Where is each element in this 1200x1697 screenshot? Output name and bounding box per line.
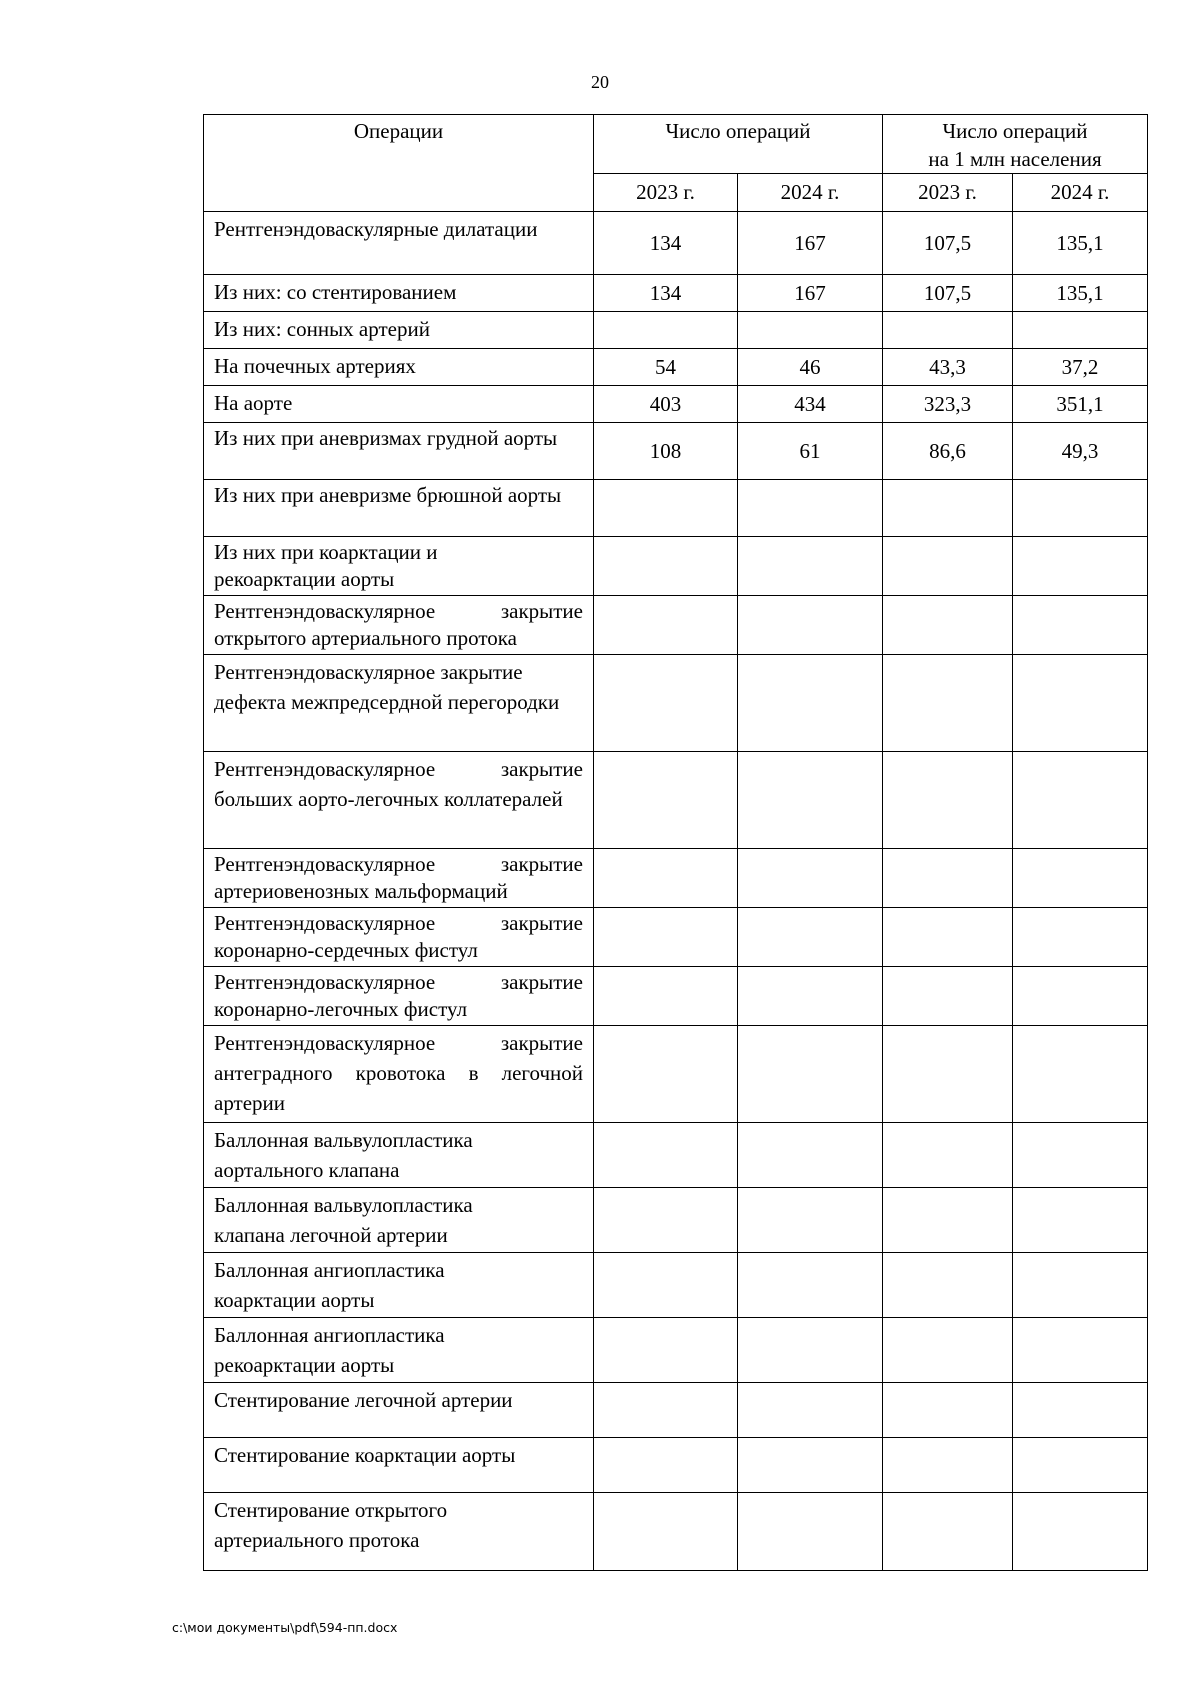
- cell-count-2024: [738, 1383, 883, 1438]
- cell-count-2023: 134: [594, 212, 738, 275]
- cell-per-million-2024: [1013, 849, 1148, 908]
- cell-count-2023: [594, 1026, 738, 1123]
- cell-per-million-2024: 37,2: [1013, 349, 1148, 386]
- header-per-million: [883, 115, 1148, 174]
- cell-count-2023: [594, 1493, 738, 1571]
- cell-count-2023: [594, 1318, 738, 1383]
- cell-count-2024: [738, 596, 883, 655]
- cell-count-2023: [594, 655, 738, 752]
- cell-per-million-2023: 86,6: [883, 423, 1013, 480]
- cell-per-million-2024: [1013, 1253, 1148, 1318]
- row-name: Баллонная вальвулопластика клапана легочной артерии: [204, 1188, 594, 1253]
- cell-count-2024: [738, 1026, 883, 1123]
- cell-per-million-2023: 107,5: [883, 212, 1013, 275]
- table-row: [204, 1188, 1148, 1253]
- cell-count-2024: 46: [738, 349, 883, 386]
- cell-per-million-2023: 43,3: [883, 349, 1013, 386]
- cell-per-million-2023: [883, 908, 1013, 967]
- cell-per-million-2024: 135,1: [1013, 212, 1148, 275]
- cell-count-2023: [594, 596, 738, 655]
- cell-count-2024: [738, 1188, 883, 1253]
- table-row: [204, 908, 1148, 967]
- table-row: [204, 312, 1148, 349]
- cell-count-2024: [738, 1438, 883, 1493]
- row-name: Баллонная ангиопластика коарктации аорты: [204, 1253, 594, 1318]
- cell-per-million-2023: [883, 312, 1013, 349]
- cell-count-2023: [594, 1123, 738, 1188]
- cell-count-2023: [594, 752, 738, 849]
- cell-per-million-2023: [883, 1123, 1013, 1188]
- cell-per-million-2023: [883, 1318, 1013, 1383]
- file-path-footer: c:\мои документы\pdf\594-пп.docx: [172, 1620, 398, 1635]
- cell-count-2023: [594, 1188, 738, 1253]
- cell-per-million-2024: [1013, 312, 1148, 349]
- cell-per-million-2023: [883, 1253, 1013, 1318]
- cell-count-2023: [594, 537, 738, 596]
- table-row: [204, 1253, 1148, 1318]
- cell-count-2024: [738, 1253, 883, 1318]
- table-row: [204, 1438, 1148, 1493]
- cell-count-2023: [594, 1253, 738, 1318]
- table-row: [204, 596, 1148, 655]
- page-number: 20: [591, 72, 609, 92]
- header-year: 2024 г.: [1013, 174, 1148, 212]
- cell-count-2023: 108: [594, 423, 738, 480]
- row-name: Рентгенэндоваскулярное закрытие артериовенозных мальформаций: [204, 849, 594, 908]
- cell-count-2024: [738, 752, 883, 849]
- table-row: [204, 1493, 1148, 1571]
- row-name: Стентирование открытого артериального протока: [204, 1493, 594, 1571]
- table-row: [204, 849, 1148, 908]
- cell-count-2024: 61: [738, 423, 883, 480]
- cell-per-million-2024: [1013, 752, 1148, 849]
- header-per-million-line2: на 1 млн населения: [928, 147, 1102, 171]
- cell-count-2023: 134: [594, 275, 738, 312]
- cell-per-million-2023: [883, 1026, 1013, 1123]
- header-year: 2023 г.: [594, 174, 738, 212]
- header-operations: Операции: [204, 115, 594, 212]
- cell-count-2023: [594, 312, 738, 349]
- header-year: 2023 г.: [883, 174, 1013, 212]
- cell-count-2023: [594, 849, 738, 908]
- table-row: [204, 275, 1148, 312]
- cell-count-2023: 403: [594, 386, 738, 423]
- cell-per-million-2023: [883, 849, 1013, 908]
- row-name: Рентгенэндоваскулярное закрытие дефекта межпредсердной перегородки: [204, 655, 594, 752]
- row-name: На почечных артериях: [204, 349, 594, 386]
- table-row: [204, 1383, 1148, 1438]
- cell-count-2024: [738, 1123, 883, 1188]
- table-row: [204, 1123, 1148, 1188]
- cell-per-million-2024: [1013, 655, 1148, 752]
- cell-per-million-2024: [1013, 596, 1148, 655]
- row-name: Рентгенэндоваскулярные дилатации: [204, 212, 594, 275]
- cell-per-million-2024: 351,1: [1013, 386, 1148, 423]
- cell-count-2023: [594, 480, 738, 537]
- cell-count-2024: 167: [738, 212, 883, 275]
- row-name: Рентгенэндоваскулярное закрытие антеградного кровотока в легочной артерии: [204, 1026, 594, 1123]
- row-name: Рентгенэндоваскулярное закрытие открытого артериального протока: [204, 596, 594, 655]
- cell-per-million-2023: [883, 537, 1013, 596]
- row-name: Из них при коарктации и рекоарктации аорты: [204, 537, 594, 596]
- cell-per-million-2023: [883, 1438, 1013, 1493]
- cell-per-million-2024: [1013, 1188, 1148, 1253]
- cell-per-million-2024: 135,1: [1013, 275, 1148, 312]
- row-name: Рентгенэндоваскулярное закрытие больших аорто-легочных коллатералей: [204, 752, 594, 849]
- header-count: Число операций: [594, 115, 883, 174]
- cell-per-million-2024: [1013, 537, 1148, 596]
- cell-per-million-2024: [1013, 967, 1148, 1026]
- cell-count-2024: [738, 849, 883, 908]
- table-row: [204, 967, 1148, 1026]
- cell-per-million-2023: [883, 1188, 1013, 1253]
- cell-count-2023: [594, 908, 738, 967]
- cell-count-2024: [738, 1318, 883, 1383]
- row-name: Из них: сонных артерий: [204, 312, 594, 349]
- row-name: Из них: со стентированием: [204, 275, 594, 312]
- cell-per-million-2024: [1013, 1493, 1148, 1571]
- cell-count-2023: [594, 1383, 738, 1438]
- cell-per-million-2023: [883, 752, 1013, 849]
- header-year: 2024 г.: [738, 174, 883, 212]
- cell-per-million-2024: 49,3: [1013, 423, 1148, 480]
- cell-per-million-2024: [1013, 1383, 1148, 1438]
- cell-per-million-2023: [883, 655, 1013, 752]
- table-row: [204, 752, 1148, 849]
- cell-count-2024: [738, 655, 883, 752]
- cell-per-million-2023: [883, 967, 1013, 1026]
- cell-count-2024: 434: [738, 386, 883, 423]
- table-row: [204, 349, 1148, 386]
- cell-count-2024: [738, 312, 883, 349]
- row-name: Стентирование легочной артерии: [204, 1383, 594, 1438]
- cell-count-2024: [738, 480, 883, 537]
- header-per-million-line1: Число операций: [942, 119, 1088, 143]
- cell-count-2024: [738, 1493, 883, 1571]
- row-name: Из них при аневризме брюшной аорты: [204, 480, 594, 537]
- operations-table: [203, 114, 1148, 1571]
- cell-per-million-2023: [883, 1493, 1013, 1571]
- cell-count-2024: [738, 908, 883, 967]
- cell-per-million-2024: [1013, 908, 1148, 967]
- row-name: Стентирование коарктации аорты: [204, 1438, 594, 1493]
- row-name: Баллонная вальвулопластика аортального клапана: [204, 1123, 594, 1188]
- table-row: [204, 537, 1148, 596]
- cell-count-2024: 167: [738, 275, 883, 312]
- cell-per-million-2024: [1013, 1123, 1148, 1188]
- row-name: Рентгенэндоваскулярное закрытие коронарно-легочных фистул: [204, 967, 594, 1026]
- row-name: Баллонная ангиопластика рекоарктации аорты: [204, 1318, 594, 1383]
- cell-per-million-2023: 323,3: [883, 386, 1013, 423]
- cell-per-million-2023: [883, 1383, 1013, 1438]
- table-row: [204, 423, 1148, 480]
- table-row: [204, 386, 1148, 423]
- table-row: [204, 655, 1148, 752]
- cell-count-2024: [738, 537, 883, 596]
- table-row: [204, 212, 1148, 275]
- table-row: [204, 1318, 1148, 1383]
- cell-count-2023: [594, 967, 738, 1026]
- cell-per-million-2023: [883, 480, 1013, 537]
- cell-per-million-2024: [1013, 1318, 1148, 1383]
- cell-per-million-2024: [1013, 1026, 1148, 1123]
- table-row: [204, 480, 1148, 537]
- row-name: Из них при аневризмах грудной аорты: [204, 423, 594, 480]
- cell-per-million-2023: [883, 596, 1013, 655]
- cell-per-million-2023: 107,5: [883, 275, 1013, 312]
- cell-per-million-2024: [1013, 480, 1148, 537]
- cell-count-2023: [594, 1438, 738, 1493]
- table-row: [204, 1026, 1148, 1123]
- row-name: Рентгенэндоваскулярное закрытие коронарно-сердечных фистул: [204, 908, 594, 967]
- cell-per-million-2024: [1013, 1438, 1148, 1493]
- cell-count-2023: 54: [594, 349, 738, 386]
- cell-count-2024: [738, 967, 883, 1026]
- row-name: На аорте: [204, 386, 594, 423]
